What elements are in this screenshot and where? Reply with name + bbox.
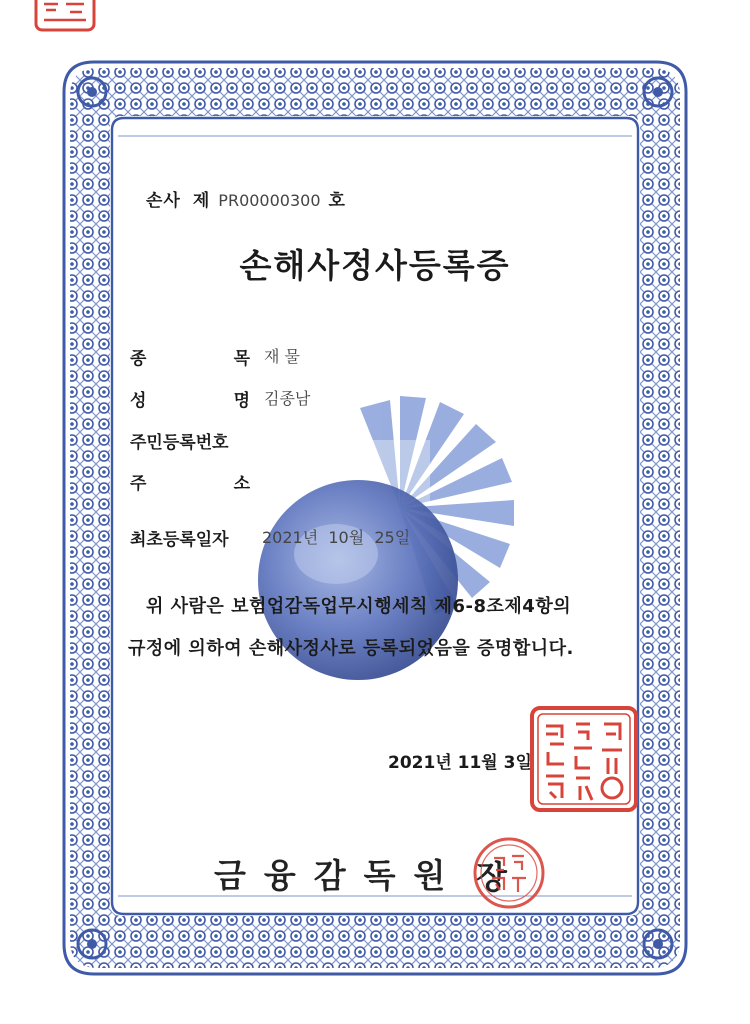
certificate-number-line	[146, 186, 346, 211]
resident-id-label: 주민등록번호	[130, 433, 229, 453]
category-label-first: 종	[130, 349, 147, 369]
address-label-last: 소	[233, 474, 250, 494]
category-value: 재 물	[264, 347, 300, 366]
name-label-last: 명	[233, 391, 250, 411]
round-issuer-seal	[470, 834, 548, 912]
name-label	[130, 386, 250, 411]
number-label-prefix: 손사	[146, 191, 181, 211]
first-registration-value: 2021년 10월 25일	[262, 528, 411, 547]
issuer-title-suffix: 장	[476, 858, 507, 896]
certification-statement-line-2: 규정에 의하여 손해사정사로 등록되었음을 증명합니다.	[128, 638, 574, 659]
name-value: 김종남	[264, 389, 311, 408]
category-label	[130, 344, 250, 369]
issuer-name: 금융감독원	[214, 856, 464, 895]
first-registration-label: 최초등록일자	[130, 530, 229, 550]
official-seal-stamp	[528, 704, 640, 814]
certificate-number: PR00000300	[218, 191, 321, 210]
top-seal-stamp	[32, 0, 98, 34]
issue-date: 2021년 11월 3일	[388, 753, 532, 773]
address-label-first: 주	[130, 474, 147, 494]
certificate-title: 손해사정사등록증	[239, 246, 511, 285]
number-label-suffix: 호	[328, 191, 346, 211]
address-label	[130, 469, 250, 494]
certification-statement-line-1: 위 사람은 보험업감독업무시행세칙 제6-8조제4항의	[146, 596, 572, 617]
category-label-last: 목	[233, 349, 250, 369]
name-label-first: 성	[130, 391, 147, 411]
number-label-je: 제	[192, 191, 211, 211]
